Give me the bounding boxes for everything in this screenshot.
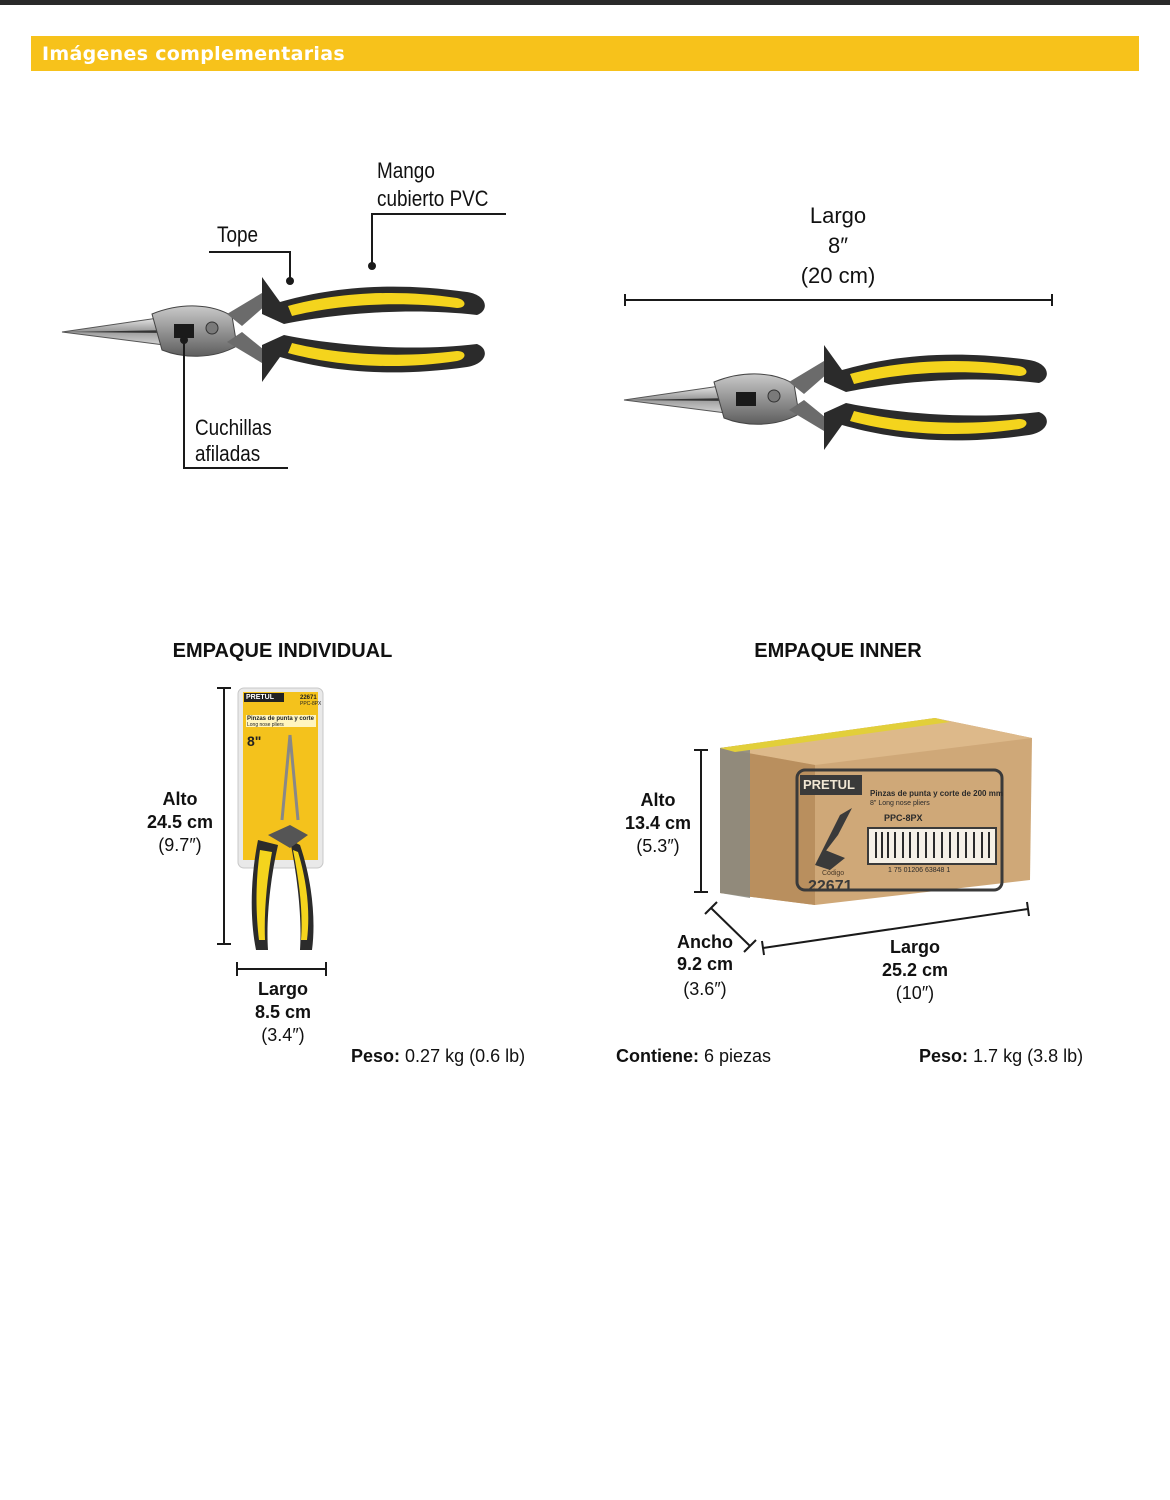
individual-peso-label: Peso:	[351, 1046, 401, 1066]
inner-contiene-value: 6 piezas	[704, 1046, 772, 1066]
plier-length-image	[624, 345, 1047, 450]
box-code: 22671	[808, 878, 853, 895]
inner-contiene	[616, 1045, 771, 1067]
length-label: Largo	[809, 203, 867, 228]
individual-package-title: EMPAQUE INDIVIDUAL	[172, 640, 393, 662]
individual-peso-value: 0.27 kg (0.6 lb)	[405, 1046, 526, 1066]
inner-peso	[919, 1045, 1083, 1067]
box-barcode-number: 1 75 01206 63848 1	[888, 867, 951, 874]
individual-peso	[351, 1045, 525, 1067]
inner-alto-cm: 13.4 cm	[624, 813, 692, 833]
box-title: Pinzas de punta y corte de 200 mm	[870, 789, 1003, 798]
individual-alto-label: Alto	[162, 789, 198, 809]
inner-largo-label: Largo	[889, 937, 940, 957]
label-mango-line2: cubierto PVC	[377, 186, 489, 211]
label-cuchillas-line2: afiladas	[195, 441, 261, 466]
inner-peso-value: 1.7 kg (3.8 lb)	[973, 1046, 1084, 1066]
inner-ancho-in: (3.6″)	[683, 979, 727, 999]
label-tope: Tope	[217, 222, 259, 247]
inner-largo-cm: 25.2 cm	[881, 960, 949, 980]
length-inches: 8″	[827, 233, 849, 258]
length-cm: (20 cm)	[800, 263, 876, 288]
inner-contiene-label: Contiene:	[616, 1046, 699, 1066]
individual-largo-cm: 8.5 cm	[254, 1002, 312, 1022]
individual-largo-label: Largo	[257, 979, 308, 999]
inner-alto-label: Alto	[640, 790, 676, 810]
section-title: Imágenes complementarias	[42, 43, 345, 65]
pack-sku: PPC-8PX	[300, 701, 322, 707]
individual-alto-cm: 24.5 cm	[146, 812, 214, 832]
individual-alto-in: (9.7″)	[158, 835, 202, 855]
pack-size: 8"	[247, 733, 262, 749]
box-sku: PPC-8PX	[884, 813, 923, 823]
label-cuchillas-line1: Cuchillas	[195, 415, 272, 440]
inner-package-title: EMPAQUE INNER	[754, 640, 922, 662]
inner-ancho-cm: 9.2 cm	[676, 954, 734, 974]
individual-largo-in: (3.4″)	[261, 1025, 305, 1045]
pack-title: Pinzas de punta y corte	[247, 716, 315, 722]
length-dimension-line	[625, 294, 1052, 306]
inner-alto-in: (5.3″)	[636, 836, 680, 856]
box-brand: PRETUL	[803, 777, 855, 792]
inner-peso-label: Peso:	[919, 1046, 969, 1066]
inner-largo-in: (10″)	[895, 983, 935, 1003]
pack-code: 22671	[300, 695, 317, 701]
inner-box-image	[720, 718, 1032, 905]
pack-brand: PRETUL	[246, 694, 274, 701]
label-mango-line1: Mango	[377, 158, 435, 183]
leader-dot-cuchillas	[180, 336, 188, 344]
box-code-label: Código	[822, 870, 845, 877]
leader-dot-tope	[286, 277, 294, 285]
leader-dot-mango	[368, 262, 376, 270]
inner-ancho-label: Ancho	[677, 932, 733, 952]
pack-subtitle: Long nose pliers	[247, 722, 284, 728]
plier-features-image	[62, 277, 485, 382]
box-subtitle: 8" Long nose pliers	[870, 800, 930, 807]
